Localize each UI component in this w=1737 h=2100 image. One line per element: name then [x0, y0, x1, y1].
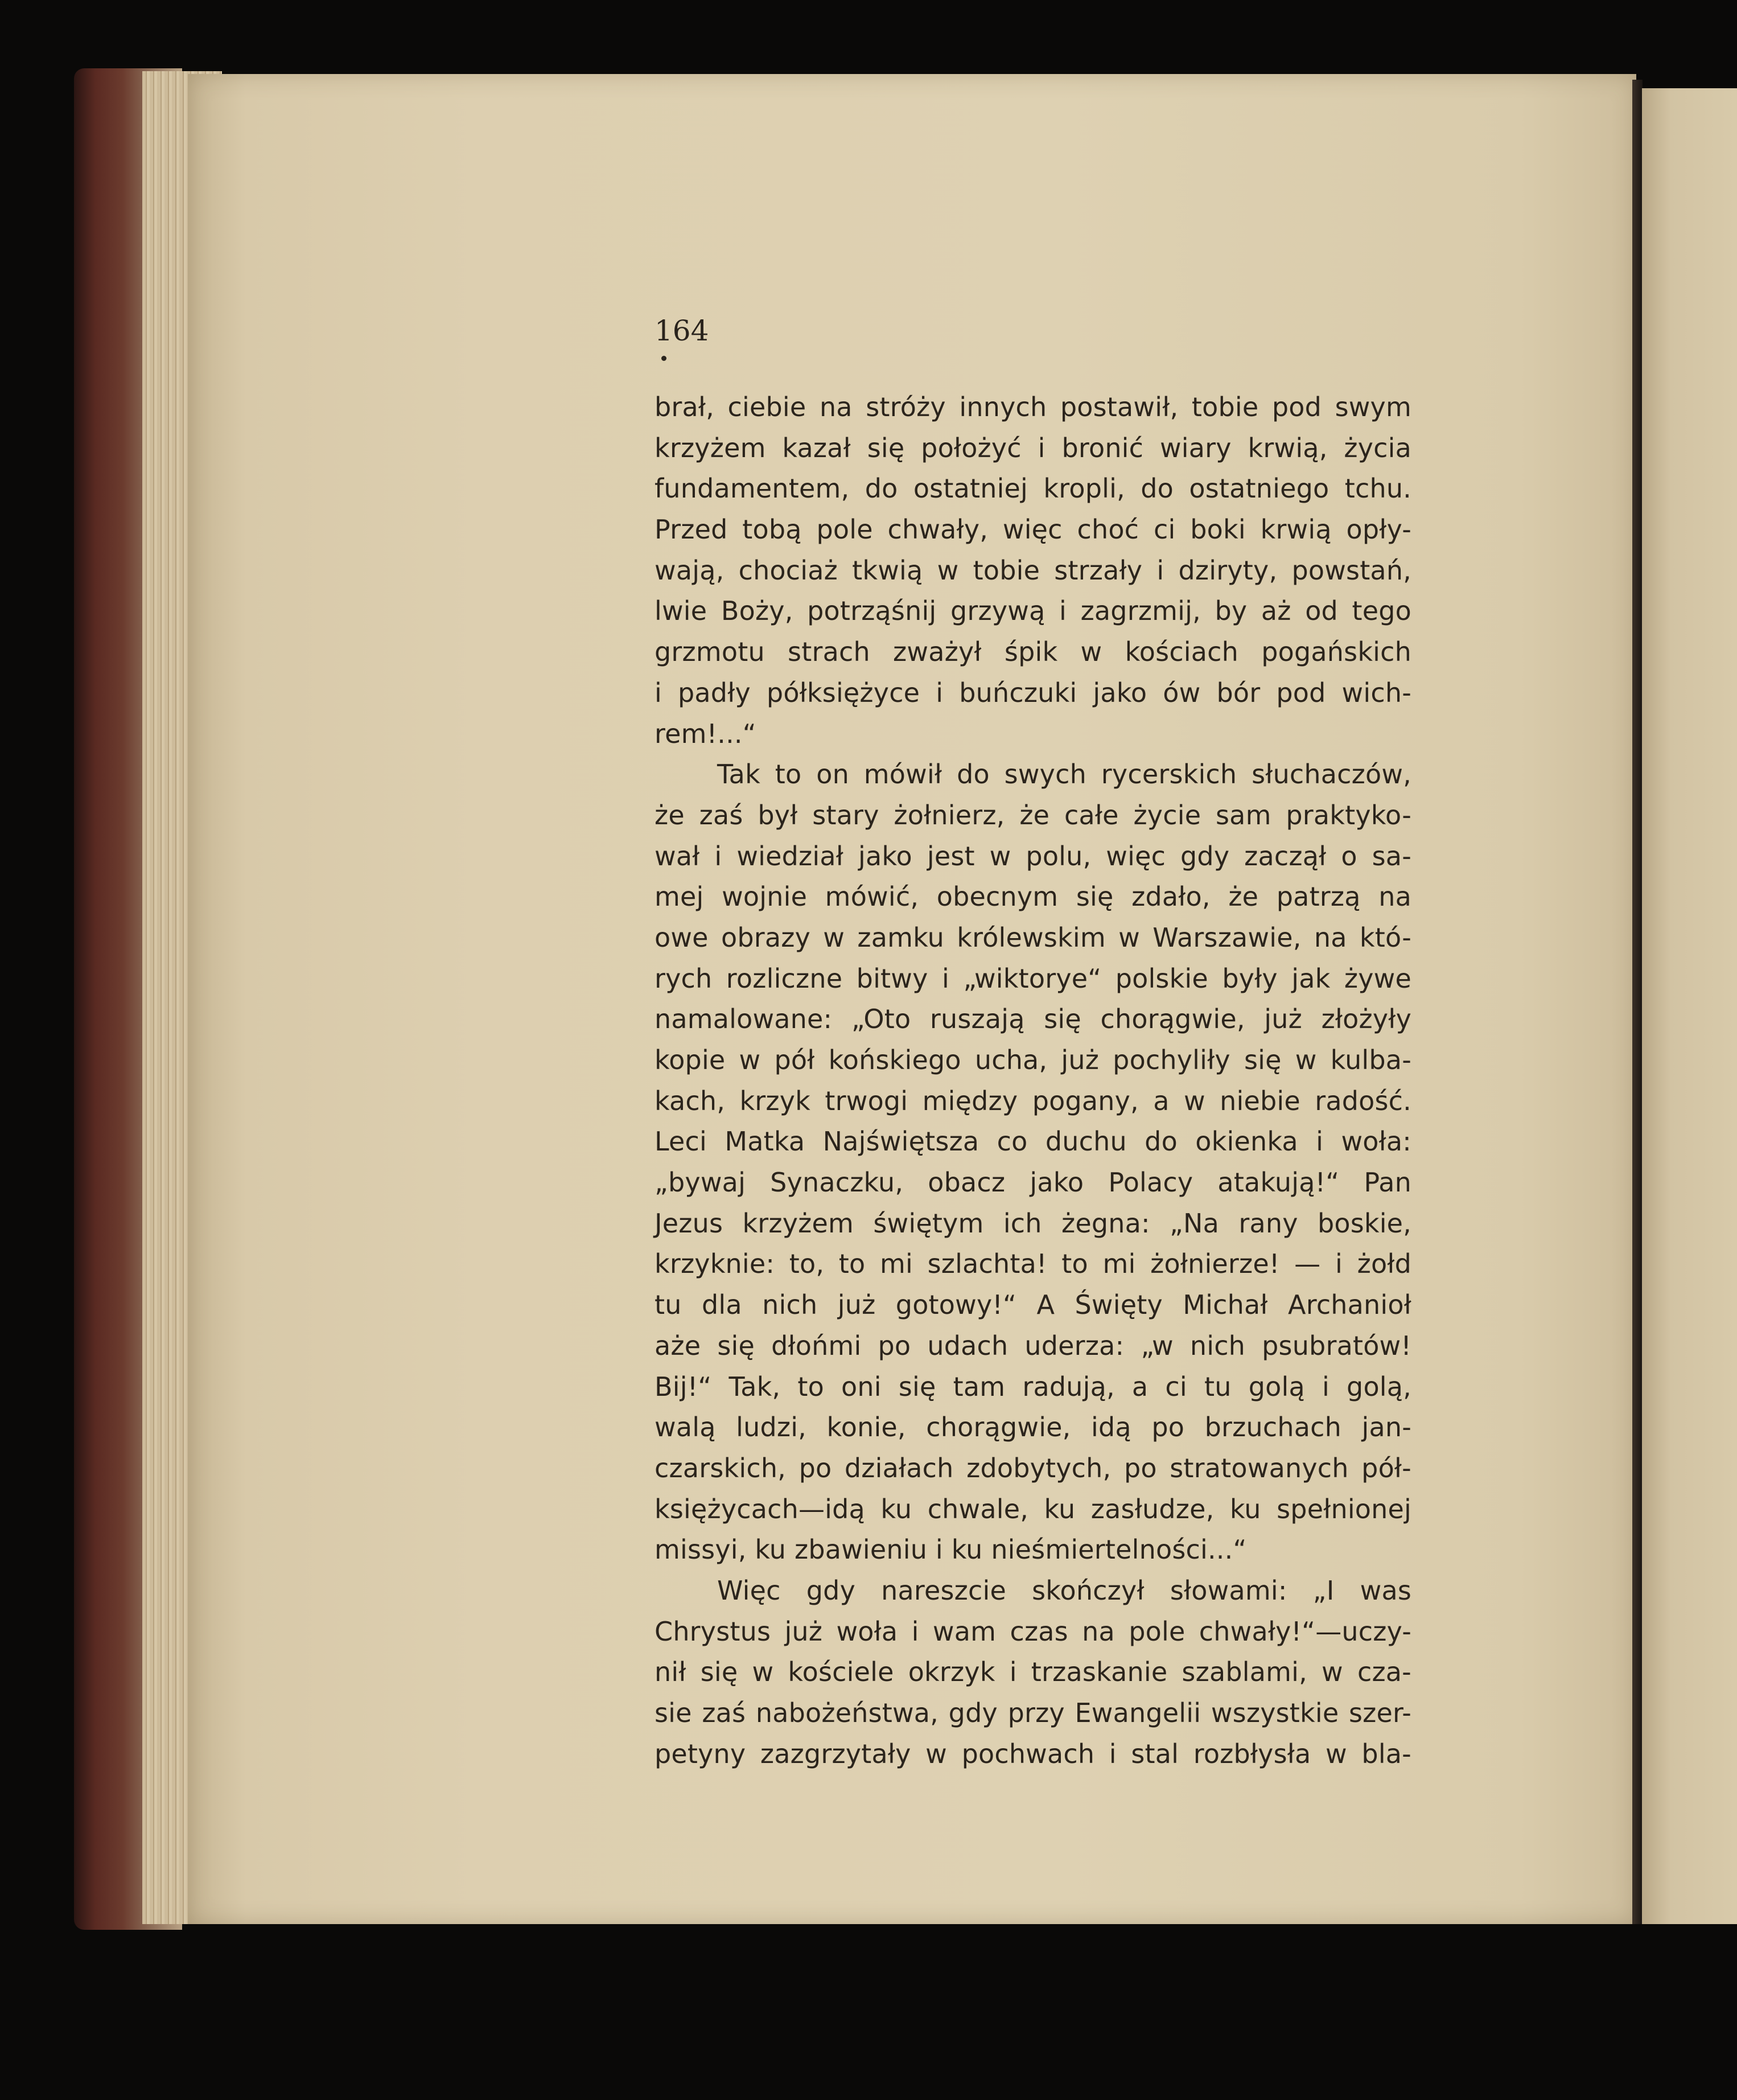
- text-line: tu dla nich już gotowy!“ A Święty Michał Archanioł: [655, 1289, 1411, 1321]
- page-text: [655, 387, 1411, 1774]
- text-line: „bywaj Synaczku, obacz jako Polacy atakują!“ Pan: [655, 1167, 1411, 1198]
- text-line: lwie Boży, potrząśnij grzywą i zagrzmij, by aż od tego: [655, 595, 1411, 627]
- text-line: czarskich, po działach zdobytych, po stratowanych pół-: [655, 1452, 1411, 1483]
- text-line: Bij!“ Tak, to oni się tam radują, a ci tu golą i golą,: [655, 1371, 1411, 1402]
- text-line: grzmotu strach zważył śpik w kościach pogańskich: [655, 636, 1411, 668]
- text-line: księżycach—idą ku chwale, ku zasłudze, ku spełnionej: [655, 1493, 1411, 1524]
- text-line: walą ludzi, konie, chorągwie, idą po brzuchach jan-: [655, 1412, 1411, 1443]
- text-line: fundamentem, do ostatniej kropli, do ostatniego tchu.: [655, 473, 1411, 504]
- text-line: petyny zazgrzytały w pochwach i stal rozbłysła w bla-: [655, 1738, 1411, 1769]
- text-line: brał, ciebie na stróży innych postawił, tobie pod swym: [655, 392, 1411, 422]
- text-line: owe obrazy w zamku królewskim w Warszawie, na któ-: [655, 922, 1411, 953]
- text-line: rych rozliczne bitwy i „wiktorye“ polskie były jak żywe: [655, 963, 1411, 994]
- facing-page-edge: [1642, 88, 1737, 1924]
- page-number: 164: [655, 314, 709, 347]
- text-line: sie zaś nabożeństwa, gdy przy Ewangelii wszystkie szer-: [655, 1698, 1411, 1728]
- text-line: i padły półksiężyce i buńczuki jako ów bór pod wich-: [655, 677, 1411, 708]
- text-line: Leci Matka Najświętsza co duchu do okienka i woła:: [655, 1126, 1411, 1157]
- text-line: rem!...“: [655, 718, 756, 749]
- text-line: że zaś był stary żołnierz, że całe życie sam praktyko-: [655, 799, 1411, 831]
- text-line: wał i wiedział jako jest w polu, więc gdy zaczął o sa-: [655, 840, 1411, 872]
- text-line: krzyknie: to, to mi szlachta! to mi żołnierze! — i żołd: [655, 1248, 1411, 1280]
- text-line: kach, krzyk trwogi między pogany, a w niebie radość.: [655, 1085, 1411, 1116]
- text-line: missyi, ku zbawieniu i ku nieśmiertelności...“: [655, 1534, 1247, 1565]
- text-line: aże się dłońmi po udach uderza: „w nich psubratów!: [655, 1330, 1411, 1361]
- text-line: krzyżem kazał się położyć i bronić wiary krwią, życia: [655, 432, 1411, 463]
- text-line: wają, chociaż tkwią w tobie strzały i dziryty, powstań,: [655, 554, 1411, 586]
- text-line: nił się w kościele okrzyk i trzaskanie szablami, w cza-: [655, 1657, 1411, 1688]
- text-line: kopie w pół końskiego ucha, już pochyliły się w kulba-: [655, 1045, 1411, 1075]
- text-line: Przed tobą pole chwały, więc choć ci boki krwią opły-: [655, 514, 1411, 545]
- page-number-mark: [661, 356, 666, 361]
- text-line: mej wojnie mówić, obecnym się zdało, że patrzą na: [655, 881, 1411, 913]
- text-line: Chrystus już woła i wam czas na pole chwały!“—uczy-: [655, 1616, 1411, 1647]
- text-line: Jezus krzyżem świętym ich żegna: „Na rany boskie,: [655, 1207, 1411, 1239]
- book-gutter: [1632, 80, 1643, 1924]
- text-line: Więc gdy nareszcie skończył słowami: „I was: [717, 1575, 1411, 1606]
- text-line: Tak to on mówił do swych rycerskich słuchaczów,: [717, 759, 1411, 790]
- text-line: namalowane: „Oto ruszają się chorągwie, już złożyły: [655, 1004, 1411, 1035]
